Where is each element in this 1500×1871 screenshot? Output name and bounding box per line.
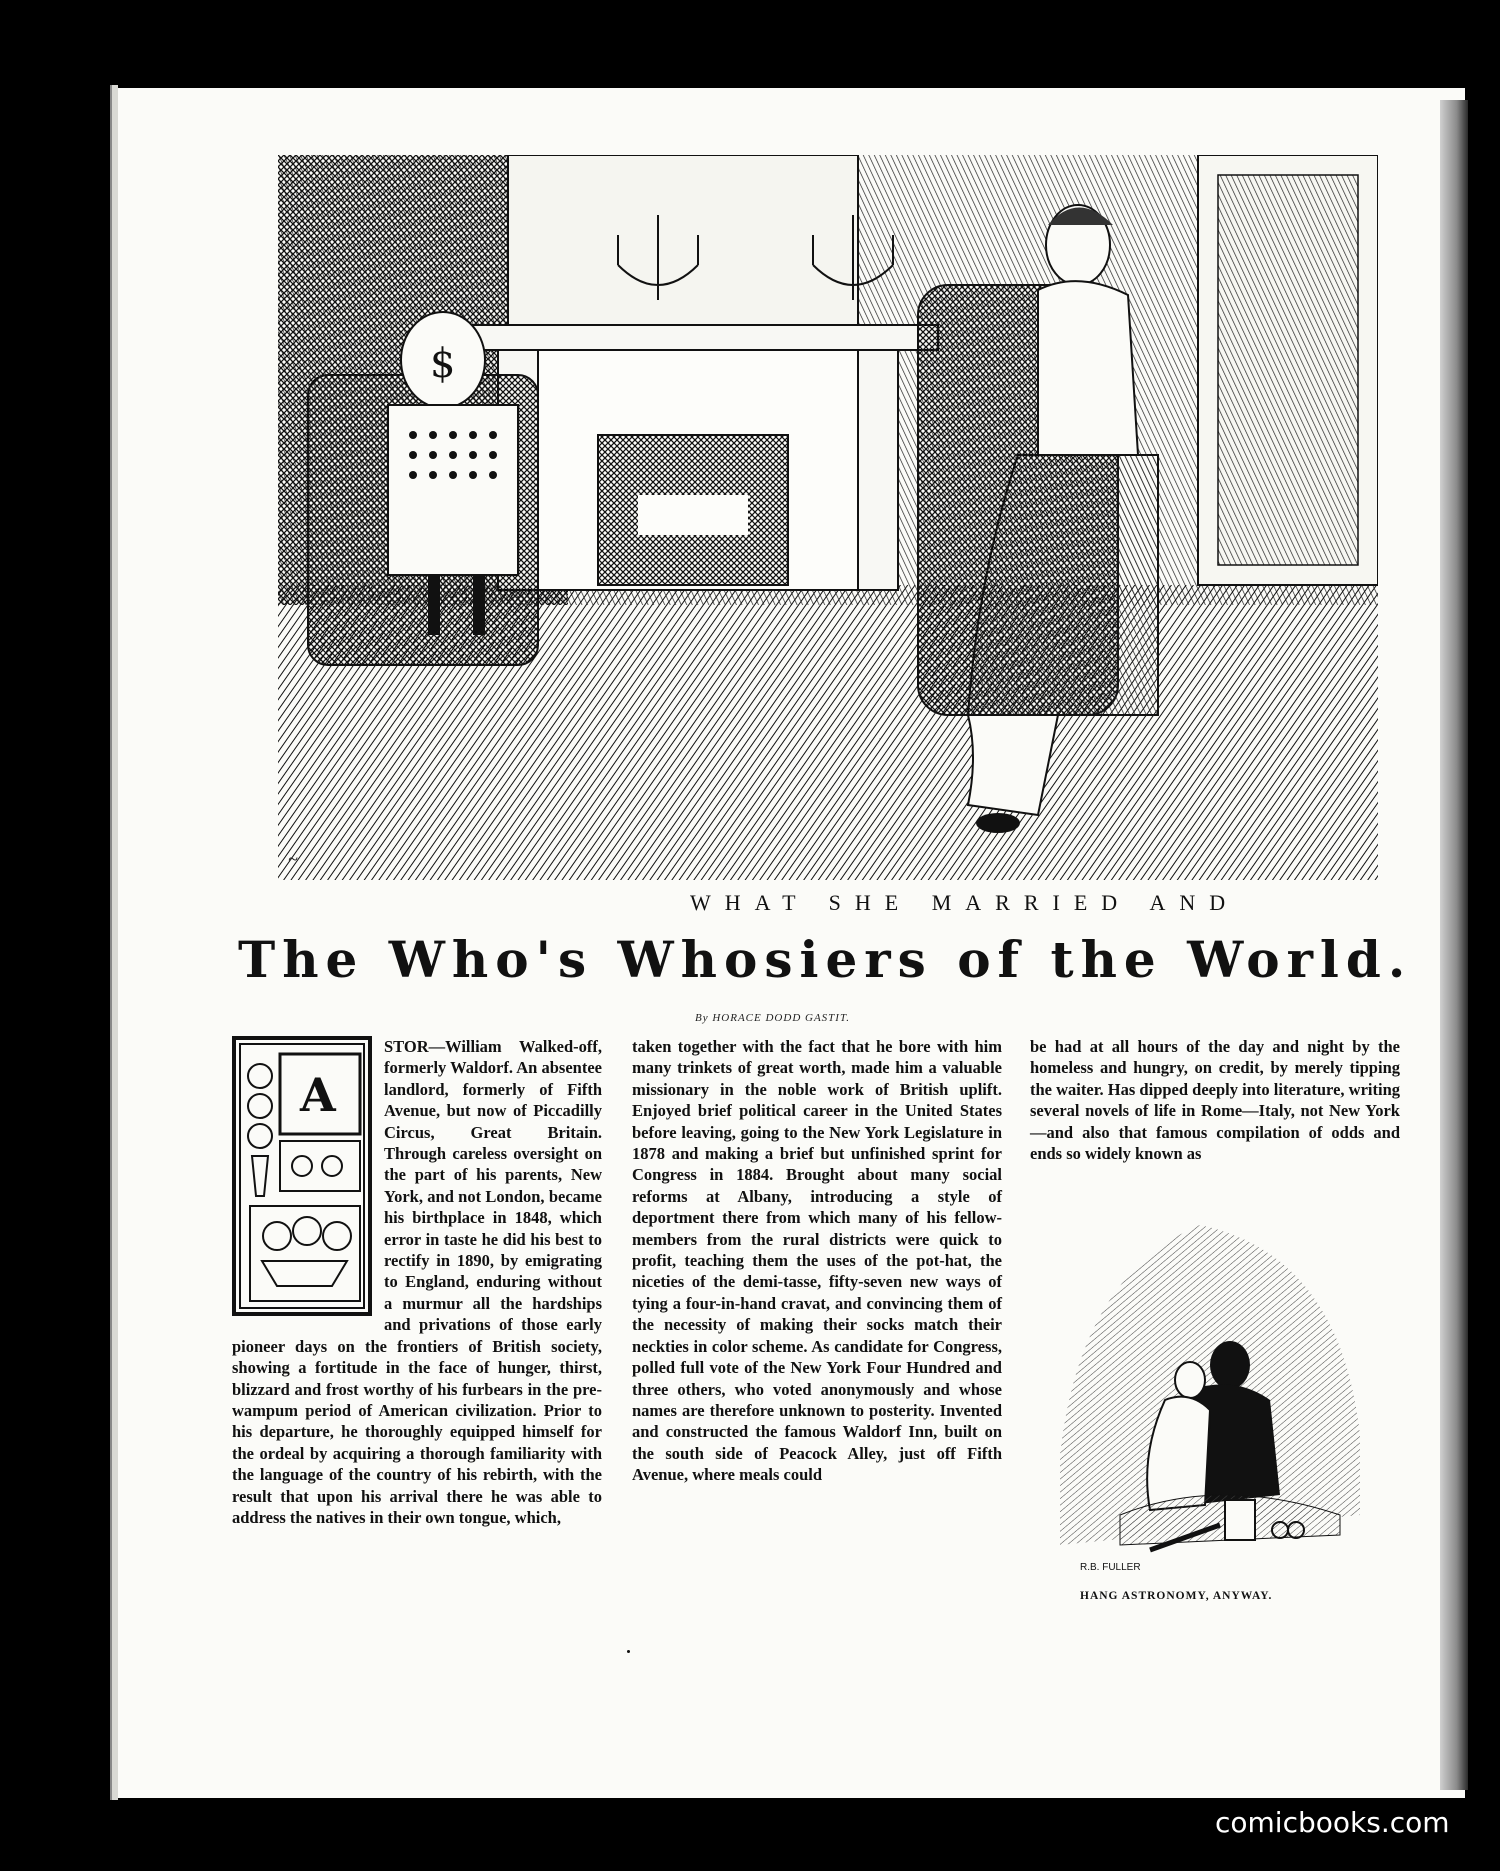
parlor-illustration [278,155,1378,880]
illustration-caption: HANG ASTRONOMY, ANYWAY. [1080,1590,1273,1602]
article-column-1 [232,1036,602,1528]
svg-text:$: $ [430,341,456,387]
article-column-3: be had at all hours of the day and night by the homeless and hungry, on credit, by merely tipping the waiter. Has dipped deeply into literature, writing several novels of life in Rome—Italy, not New York—and also that famous compilation of odds and ends so widely known as [1030,1037,1400,1164]
article-byline: By HORACE DODD GASTIT. [695,1012,851,1024]
astronomy-illustration [1040,1215,1370,1575]
column-1-text: STOR—William Walked-off, formerly Waldorf. An absentee landlord, formerly of Fifth Avenue, but now of Piccadilly Circus, Great Britain. Through careless oversight on the part of his parents, New York, and not London, became his birthplace in 1848, which error in taste he did his best to rectify in 1890, by emigrating to England, enduring without a murmur all the hardships and privations of those early pioneer days on the frontiers of British society, showing a fortitude in the face of hunger, thirst, blizzard and frost worthy of his furbears in the pre-wampum period of American civilization. Prior to his departure, he thoroughly equipped himself for the ordeal by acquiring a thorough familiarity with the language of the country of his rebirth, with the result that upon his arrival there he was able to address the natives in their own tongue, which, [232,1037,602,1527]
page-speck [627,1650,630,1653]
svg-text:~: ~ [288,849,298,869]
drop-cap-letter: A [300,1068,336,1122]
article-kicker: WHAT SHE MARRIED AND [690,890,1240,915]
site-watermark: comicbooks.com [1215,1806,1450,1839]
article-column-2: taken together with the fact that he bore with him many trinkets of great worth, made him a valuable missionary in the noble work of British uplift. Enjoyed brief political career in the United States before leaving, going to the New York Legislature in 1878 and making a brief but unfinished sprint for Congress in 1884. Brought about many social reforms at Albany, introducing a style of deportment there from which many of his fellow-members from the rural districts were quick to profit, teaching them the uses of the pot-hat, the niceties of the demi-tasse, fifty-seven new ways of tying a four-in-hand cravat, and convincing them of the necessity of making their socks match their neckties in color scheme. As candidate for Congress, polled full vote of the New York Four Hundred and three others, who voted anonymously and whose names are therefore unknown to posterity. Invented and constructed the famous Waldorf Inn, built on the south side of Peacock Alley, just off Fifth Avenue, where meals could [632,1037,1002,1485]
article-title: The Who's Whosiers of the World. [238,930,1413,989]
book-spine [1440,100,1468,1790]
page-edge [110,85,118,1800]
drop-cap-ornament [232,1036,372,1316]
illustration-signature: R.B. FULLER [1080,1562,1141,1573]
